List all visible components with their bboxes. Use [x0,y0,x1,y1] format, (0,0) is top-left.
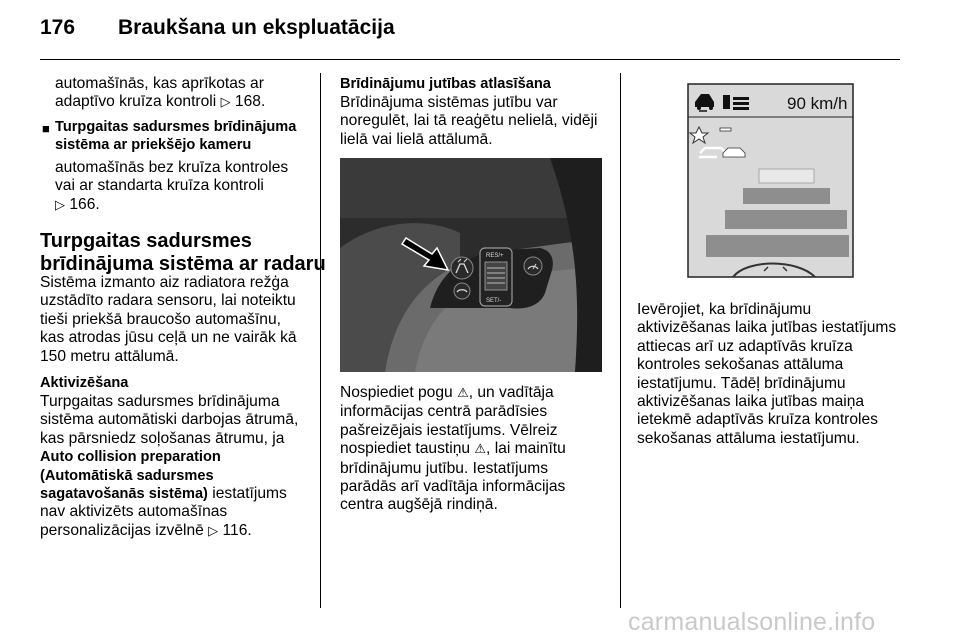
col1-paragraph-4: Turpgaitas sadursmes brīdinājuma sistēma automātiski darbojas ātrumā, kas pārsniedz soļošanas ātrumu, ja Auto collision preparation (Automātiskā sadursmes sagatavošanās sistēma) iestatījums nav aktivizēts automašīnas personalizācijas izvēlnē ▷ 116. [40,393,299,539]
cruise-control-icon [524,257,542,275]
col3-paragraph: Ievērojiet, ka brīdinājumu aktivizēšanas laika jutības iestatījums attiecas arī uz adaptīvās kruīza kontroles sekošanas attāluma iestatījumu. Tādēļ brīdinājumu aktivizēšanas laika jutības maiņa ietekmē adaptīvās kruīza kontroles sekošanas attāluma iestatījumu. [637,301,897,447]
header-divider [40,59,900,60]
page-title: Braukšana un ekspluatācija [118,16,395,39]
col1-paragraph-3: Sistēma izmanto aiz radiatora režģa uzstādīto radara sensoru, lai noteiktu tieši priekšā braucošo automašīnu, kas atrodas jūsu ceļā un ne vairāk kā 150 metru attālumā. [40,274,297,365]
reference-arrow-icon: ▷ [55,197,65,213]
watermark-text: carmanualsonline.info [628,608,876,636]
sensitivity-bars-icon [723,95,749,110]
page-number: 176 [40,16,76,39]
following-distance-icon [454,283,470,299]
driver-info-display-illustration [637,73,900,288]
set-label: SET/- [486,298,502,304]
section-heading: Turpgaitas sadursmes brīdinājuma sistēma ar radaru [40,230,326,275]
col1-paragraph-2: automašīnās bez kruīza kontroles vai ar standarta kruīza kontroli ▷ 166. [55,159,289,213]
steering-wheel-illustration [340,158,602,372]
col2-paragraph-1: Brīdinājuma sistēmas jutību var noregulēt, lai tā reaģētu nelielā, vidēji lielā vai lielā attālumā. [340,94,598,148]
collision-alert-button-icon: ⚠ [474,442,487,458]
column-divider-1 [320,73,321,608]
collision-alert-button-icon [451,257,473,279]
col1-bullet-item: Turpgaitas sadursmes brīdinājuma sistēma ar priekšējo kameru [55,119,297,154]
collision-alert-button-icon: ⚠ [457,386,469,401]
activation-heading: Aktivizēšana [40,375,129,391]
column-divider-2 [620,73,621,608]
reference-arrow-icon: ▷ [208,523,219,539]
speed-readout: 90 km/h [787,94,848,113]
res-label: RES/+ [486,253,504,259]
sensitivity-heading: Brīdinājumu jutības atlasīšana [340,76,551,92]
bullet-icon: ■ [42,121,50,136]
col1-paragraph-1: automašīnās, kas aprīkotas ar adaptīvo kruīza kontroli ▷ 168. [55,75,266,111]
reference-arrow-icon: ▷ [220,95,231,111]
col2-paragraph-2: Nospiediet pogu ⚠, un vadītāja informācijas centrā parādīsies pašreizējais iestatījums. Vēlreiz nospiediet taustiņu ⚠, lai mainītu brīdinājumu jutību. Iestatījums parādās arī vadītāja informācijas centra augšējā rindiņā. [340,384,566,514]
